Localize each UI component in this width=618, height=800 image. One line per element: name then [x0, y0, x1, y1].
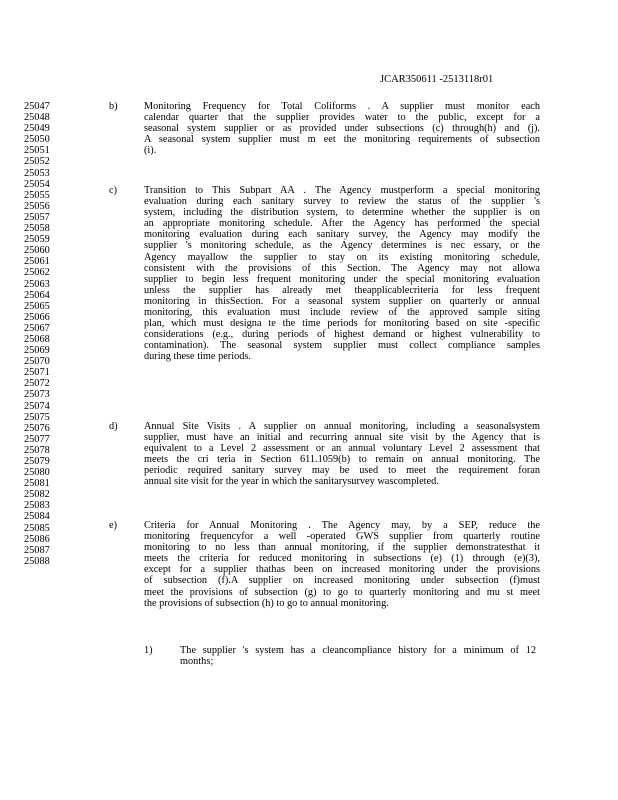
line-number: 25076	[24, 422, 50, 434]
line-numbers-column	[24, 101, 50, 567]
line-number: 25053	[24, 167, 50, 179]
line-number: 25052	[24, 156, 50, 168]
line-number: 25080	[24, 467, 50, 479]
line-number: 25068	[24, 333, 50, 345]
text-line: supplier 's monitoring schedule, as the Agency determines is nec essary, or the	[144, 240, 540, 252]
line-number: 25050	[24, 134, 50, 146]
line-number: 25047	[24, 101, 50, 112]
section-e-label: e)	[109, 520, 117, 531]
text-line: system, including the distribution system, to determine whether the supplier is on	[144, 207, 540, 219]
text-line: except for a supplier thathas been on increased monitoring under the provisions	[144, 564, 540, 576]
text-line: consistent with the provisions of this Section. The Agency may not allowa	[144, 262, 540, 274]
line-number: 25087	[24, 544, 50, 556]
text-line: Monitoring Frequency for Total Coliforms . A supplier must monitor each	[144, 101, 540, 112]
text-line: meets the cri teria in Section 611.1059(b) to remain on annual monitoring. The	[144, 454, 540, 466]
line-number: 25066	[24, 311, 50, 323]
line-number: 25048	[24, 112, 50, 124]
text-line: A seasonal system supplier must m eet the monitoring requirements of subsection	[144, 134, 540, 146]
line-number: 25056	[24, 200, 50, 212]
line-number: 25051	[24, 145, 50, 157]
text-line: Transition to This Subpart AA . The Agency mustperform a special monitoring	[144, 185, 540, 196]
text-line: calendar quarter that the supplier provides water to the public, except for a	[144, 112, 540, 124]
text-line: supplier, must have an initial and recurring annual site visit by the Agency that is	[144, 432, 540, 444]
line-number: 25060	[24, 245, 50, 257]
subsection-e1-text	[180, 645, 536, 667]
section-c-label: c)	[109, 185, 117, 196]
text-line: considerations (e.g., during periods of highest demand or highest vulnerability to	[144, 329, 540, 341]
text-line: monitoring frequencyfor a well -operated GWS supplier from quarterly routine	[144, 531, 540, 543]
section-d-label: d)	[109, 421, 118, 432]
line-number: 25088	[24, 555, 50, 567]
line-number: 25067	[24, 322, 50, 334]
text-line: monitoring, this evaluation must include review of the approved sample siting	[144, 307, 540, 319]
section-e-text	[144, 520, 540, 609]
text-line: seasonal system supplier or as provided under subsections (c) through(h) and (j).	[144, 123, 540, 135]
section-d-text	[144, 421, 540, 488]
document-id-header: JCAR350611 -2513118r01	[380, 74, 494, 85]
text-line: Agency mayallow the supplier to stay on its existing monitoring schedule,	[144, 251, 540, 263]
line-number: 25055	[24, 189, 50, 201]
line-number: 25081	[24, 478, 50, 490]
text-line: periodic required sanitary survey may be used to meet the requirement foran	[144, 465, 540, 477]
text-line: contamination). The seasonal system supplier must collect compliance samples	[144, 340, 540, 352]
line-number: 25074	[24, 400, 50, 412]
text-line: supplier to begin less frequent monitoring under the special monitoring evaluation	[144, 273, 540, 285]
text-line: unless the supplier has already met theapplicablecriteria for less frequent	[144, 284, 540, 296]
line-number: 25086	[24, 533, 50, 545]
line-number: 25054	[24, 178, 50, 190]
text-line: an appropriate monitoring schedule. After the Agency has performed the special	[144, 218, 540, 230]
text-line: meet the provisions of subsection (g) to go to quarterly monitoring and mu st meet	[144, 586, 540, 598]
line-number: 25079	[24, 456, 50, 467]
text-line: during these time periods.	[144, 351, 251, 363]
text-line: (i).	[144, 145, 157, 157]
line-number: 25049	[24, 123, 50, 135]
line-number: 25084	[24, 511, 50, 523]
text-line: equivalent to a Level 2 assessment or an annual voluntary Level 2 assessment that	[144, 443, 540, 455]
line-number: 25063	[24, 278, 50, 290]
line-number: 25085	[24, 522, 50, 534]
text-line: The supplier 's system has a cleancompliance history for a minimum of 12	[180, 645, 536, 656]
line-number: 25062	[24, 267, 50, 279]
section-c-text	[144, 185, 540, 363]
text-line: the provisions of subsection (h) to go to annual monitoring.	[144, 597, 389, 609]
text-line: annual site visit for the year in which the sanitarysurvey wascompleted.	[144, 476, 439, 488]
line-number: 25078	[24, 444, 50, 456]
line-number: 25082	[24, 489, 50, 501]
text-line: meets the criteria for reduced monitoring in subsections (e) (1) through (e)(3),	[144, 553, 540, 565]
line-number: 25072	[24, 378, 50, 390]
line-number: 25059	[24, 234, 50, 246]
text-line: months;	[180, 656, 214, 668]
text-line: plan, which must designa te the time periods for monitoring based on site -specific	[144, 318, 540, 330]
line-number: 25073	[24, 389, 50, 401]
section-b-label: b)	[109, 101, 118, 112]
text-line: monitoring evaluation during each sanitary survey, the Agency may modify the	[144, 229, 540, 241]
line-number: 25071	[24, 367, 50, 379]
text-line: evaluation during each sanitary survey to review the status of the supplier 's	[144, 196, 540, 208]
line-number: 25064	[24, 289, 50, 301]
text-line: Criteria for Annual Monitoring . The Agency may, by a SEP, reduce the	[144, 520, 540, 531]
line-number: 25070	[24, 356, 50, 368]
line-number: 25061	[24, 256, 50, 268]
text-line: of subsection (f).A supplier on increased monitoring under subsection (f)must	[144, 575, 540, 587]
text-line: monitoring in thisSection. For a seasonal system supplier on quarterly or annual	[144, 295, 540, 307]
section-b-text	[144, 101, 540, 156]
line-number: 25075	[24, 411, 50, 423]
line-number: 25083	[24, 500, 50, 512]
text-line: monitoring to no less than annual monitoring, if the supplier demonstratesthat it	[144, 542, 540, 554]
line-number: 25069	[24, 345, 50, 357]
line-number: 25057	[24, 211, 50, 223]
line-number: 25058	[24, 223, 50, 235]
line-number: 25077	[24, 433, 50, 445]
line-number: 25065	[24, 300, 50, 312]
text-line: Annual Site Visits . A supplier on annual monitoring, including a seasonalsystem	[144, 421, 540, 432]
subsection-e1-label: 1)	[144, 645, 153, 656]
